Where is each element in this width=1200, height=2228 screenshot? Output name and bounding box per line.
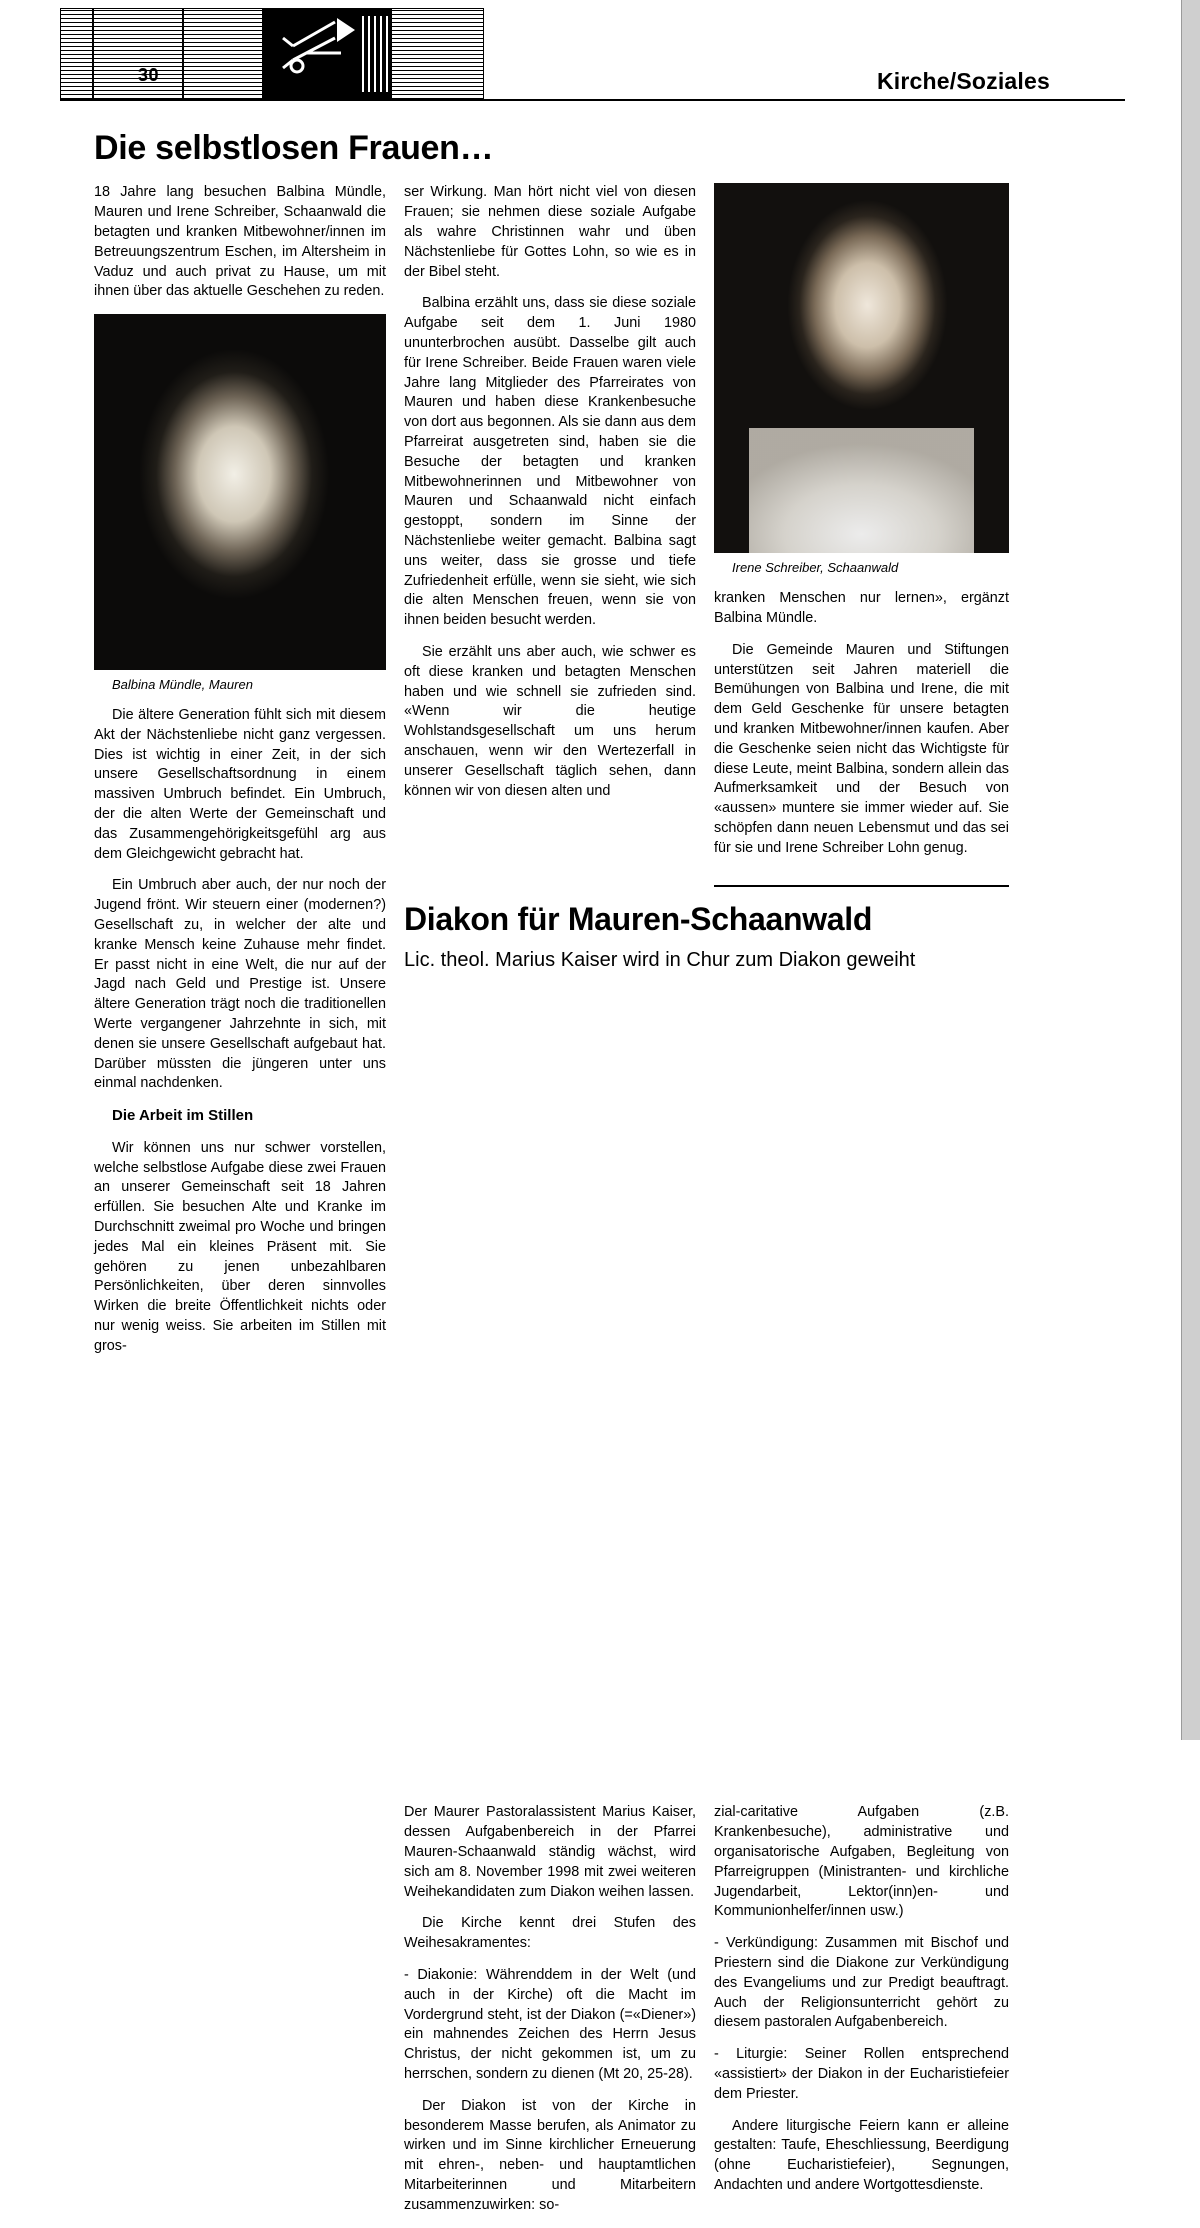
- scissors-comb-logo: [263, 8, 391, 100]
- article1-column-1: [94, 183, 386, 1368]
- paragraph: Der Diakon ist von der Kirche in besonderem Masse berufen, als Animator zu wirken und im Sinne kirchlicher Erneuerung mit ehren-, neben- und hauptamtlichen Mitarbeiterinnen und Mitarbeitern zusammenzuwirken: so-: [404, 2097, 696, 2213]
- page-edge-artifact: [1181, 0, 1200, 1740]
- article1-headline: Die selbstlosen Frauen…: [94, 129, 494, 167]
- article2-column-3: [714, 1803, 1009, 2207]
- article2-headline: Diakon für Mauren-Schaanwald: [404, 901, 873, 937]
- header-hatch-block-5: [391, 8, 484, 100]
- photo-irene-schreiber: [714, 183, 1009, 553]
- article1-subhead: Die Arbeit im Stillen: [112, 1107, 254, 1125]
- paragraph: Sie erzählt uns aber auch, wie schwer es oft diese kranken und betagten Menschen haben und wie schnell sie zufrieden sind. «Wenn wir die heutige Wohlstandsgesellschaft um uns herum anschauen, wenn wir den Wertezerfall in unserer Gesellschaft täglich sehen, dann können wir von diesen alten und: [404, 643, 696, 799]
- paragraph: ser Wirkung. Man hört nicht viel von diesen Frauen; sie nehmen diese soziale Aufgabe als wahre Christinnen wahr und üben Nächstenliebe für Gottes Lohn, so wie es in der Bibel steht.: [404, 184, 696, 280]
- page-header-band: [60, 8, 1125, 100]
- photo-caption-irene: Irene Schreiber, Schaanwald: [732, 560, 899, 576]
- paragraph: Wir können uns nur schwer vorstellen, welche selbstlose Aufgabe diese zwei Frauen an unserer Gemeinschaft seit 18 Jahren erfüllen. Sie besuchen Alte und Kranke im Durchschnitt zweimal pro Woche und bringen jedes Mal ein kleines Präsent mit. Sie gehören zu jenen unbezahlbaren Persönlichkeiten, über deren sinnvolles Wirken die breite Öffentlichkeit nichts oder nur wenig weiss. Sie arbeiten im Stillen mit gros-: [94, 1139, 386, 1354]
- article1-column-3: [714, 183, 1009, 870]
- article2-divider: [714, 885, 1009, 887]
- paragraph: Der Maurer Pastoralassistent Marius Kaiser, dessen Aufgabenbereich in der Pfarrei Mauren-Schaanwald ständig wächst, wird sich am 8. November 1998 mit zwei weiteren Weihekandidaten zum Diakon weihen lassen.: [404, 1804, 696, 1900]
- paragraph: 18 Jahre lang besuchen Balbina Mündle, Mauren und Irene Schreiber, Schaanwald die betagten und kranken Mitbewohner/innen im Betreuungszentrum Eschen, im Altersheim in Vaduz und auch privat zu Hause, um mit ihnen über das aktuelle Geschehen zu reden.: [94, 184, 386, 300]
- article2-subhead: Lic. theol. Marius Kaiser wird in Chur zum Diakon geweiht: [404, 949, 916, 971]
- header-hatch-block-2: [93, 8, 183, 100]
- section-title: Kirche/Soziales: [876, 68, 1050, 94]
- paragraph: Die Gemeinde Mauren und Stiftungen unterstützen seit Jahren materiell die Bemühungen von Balbina und Irene, die mit dem Geld Geschenke für unsere betagten und kranken Mitbewohner/innen kaufen. Aber die Geschenke seien nicht das Wichtigste für diese Leute, meint Balbina, sondern allein das Aufmerksamkeit und der Besuch von «aussen» muntere sie immer wieder auf. Sie schöpfen dann neuen Lebensmut und das sei für sie und Irene Schreiber Lohn genug.: [714, 641, 1009, 856]
- paragraph: kranken Menschen nur lernen», ergänzt Balbina Mündle.: [714, 590, 1009, 627]
- header-divider: [60, 99, 1125, 101]
- paragraph: Balbina erzählt uns, dass sie diese soziale Aufgabe seit dem 1. Juni 1980 ununterbrochen ausübt. Dasselbe gilt auch für Irene Schreiber. Beide Frauen waren viele Jahre lang Mitglieder des Pfarreirates von Mauren und haben diese Krankenbesuche von dort aus begonnen. Als sie dann aus dem Pfarreirat ausgetreten sind, haben sie die Besuche der betagten und kranken Mitbewohnerinnen und Mitbewohner von Mauren und Schaanwald nicht einfach gestoppt, sondern im Sinne der Nächstenliebe weiter gemacht. Balbina sagt uns weiter, dass sie grosse und tiefe Zufriedenheit erfülle, wenn sie sieht, wie sich die alten Menschen freuen, wenn sie von ihnen beiden besucht werden.: [404, 295, 697, 629]
- photo-caption-balbina: Balbina Mündle, Mauren: [112, 677, 253, 693]
- page-number: 30: [138, 65, 160, 85]
- paragraph: Ein Umbruch aber auch, der nur noch der Jugend frönt. Wir steuern einer (modernen?) Gesellschaft zu, in welcher der alte und kranke Mensch keine Zuhause mehr findet. Er passt nicht in eine Welt, die nur auf der Jagd nach Geld und Prestige ist. Unsere ältere Generation trägt noch die traditionellen Werte vergangener Jahrzehnte in sich, mit denen sie unsere Gesellschaft aufgebaut hat. Darüber müssten die jüngeren unter uns einmal nachdenken.: [94, 877, 386, 1092]
- paragraph-bullet: - Liturgie: Seiner Rollen entsprechend «assistiert» der Diakon in der Eucharistiefeier dem Priester.: [714, 2046, 1009, 2102]
- paragraph: Die Kirche kennt drei Stufen des Weihesakramentes:: [404, 1915, 696, 1952]
- paragraph: zial-caritative Aufgaben (z.B. Krankenbesuche), administrative und organisatorische Aufgaben, Begleitung von Pfarreigruppen (Ministranten- und kirchliche Jugendarbeit, Lektor(inn)en- und Kommunionhelfer/innen usw.): [714, 1804, 1009, 1920]
- header-hatch-block-3: [183, 8, 263, 100]
- paragraph: Andere liturgische Feiern kann er alleine gestalten: Taufe, Eheschliessung, Beerdigung (ohne Eucharistiefeier), Segnungen, Andachten und andere Wortgottesdienste.: [714, 2117, 1009, 2193]
- photo-balbina-muendle: [94, 314, 386, 670]
- article-content: [94, 129, 1106, 2213]
- paragraph: Die ältere Generation fühlt sich mit diesem Akt der Nächstenliebe nicht ganz vergessen. Dies ist wichtig in einer Zeit, in der sich unsere Gesellschaftsordnung in einem massiven Umbruch befindet. Ein Umbruch, der die alten Werte der Gemeinschaft und das Zusammengehörigkeitsgefühl arg aus dem Gleichgewicht gebracht hat.: [94, 707, 386, 862]
- article1-column-2: [404, 183, 696, 813]
- paragraph-bullet: - Diakonie: Währenddem in der Welt (und auch in der Kirche) oft die Macht im Vordergrund steht, ist der Diakon (=«Diener») ein mahnendes Zeichen des Herrn Jesus Christus, der nicht gekommen ist, um zu herrschen, sondern zu dienen (Mt 20, 25-28).: [404, 1966, 696, 2082]
- article2-column-2: [404, 1803, 696, 2227]
- paragraph-bullet: - Verkündigung: Zusammen mit Bischof und Priestern sind die Diakone zur Verkündigung des Evangeliums und zur Predigt beauftragt. Auch der Religionsunterricht gehört zu diesem pastoralen Aufgabenbereich.: [714, 1935, 1009, 2031]
- header-hatch-block-1: [60, 8, 93, 100]
